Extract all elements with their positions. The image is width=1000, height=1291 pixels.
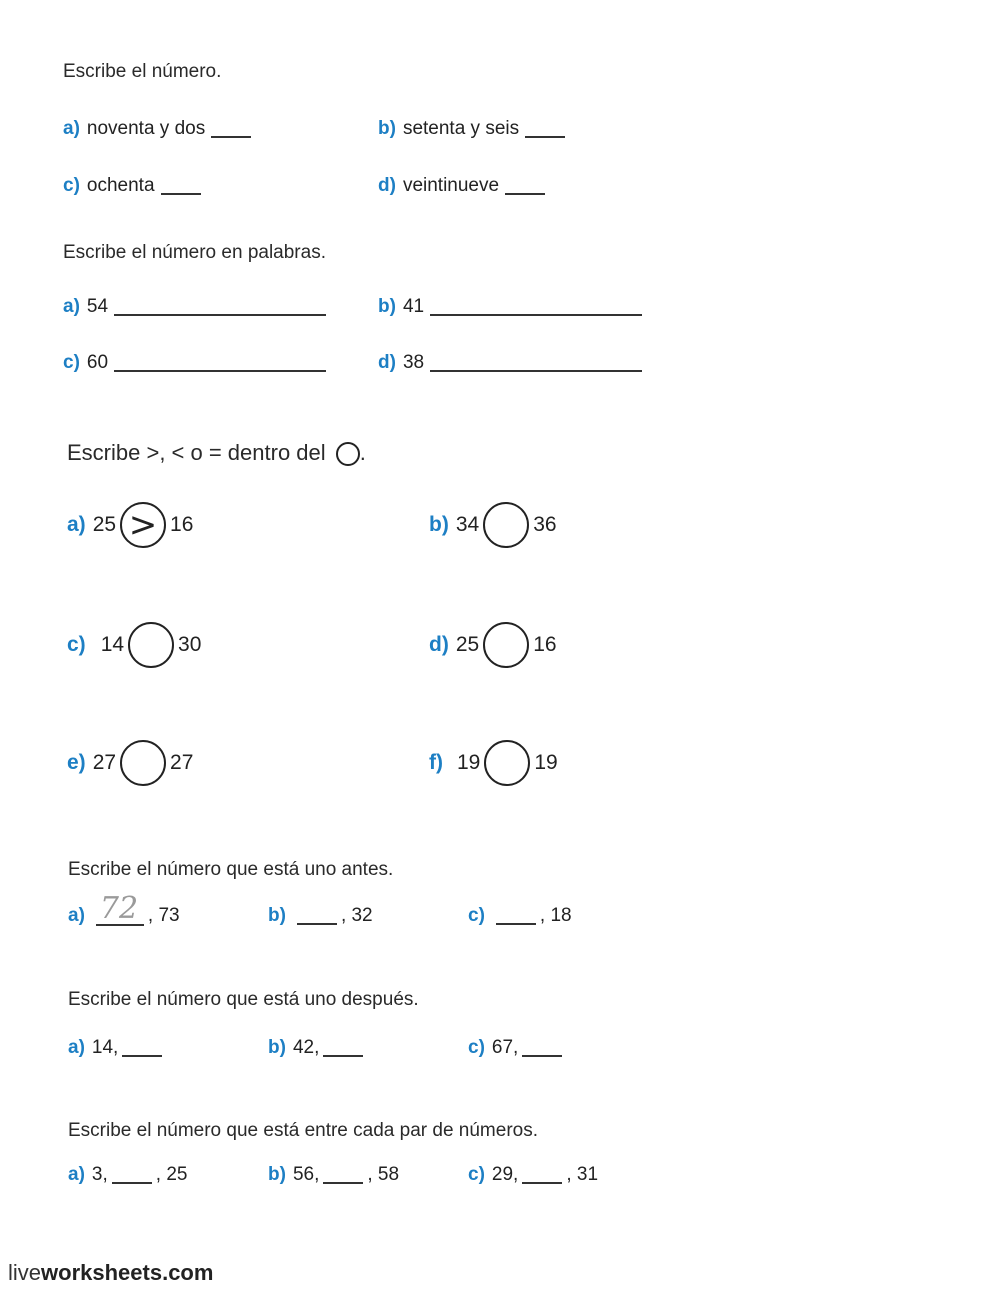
s3-item-e — [67, 740, 193, 786]
item-label: a) — [68, 1037, 85, 1058]
right-number: 19 — [534, 751, 558, 774]
liveworksheets-logo — [8, 1260, 213, 1286]
item-label: a) — [68, 1164, 85, 1185]
item-number: 42, — [292, 1037, 320, 1058]
compare-circle[interactable] — [484, 740, 530, 786]
item-number: 54 — [86, 296, 109, 317]
item-label: d) — [378, 175, 396, 196]
compare-circle[interactable] — [483, 502, 529, 548]
circle-icon — [336, 442, 360, 466]
item-number: 29, — [491, 1164, 519, 1185]
item-number: , 73 — [147, 905, 180, 926]
item-number: , 58 — [367, 1164, 400, 1185]
item-label: a) — [63, 296, 80, 317]
item-text: veintinueve — [402, 175, 500, 196]
answer-blank[interactable] — [323, 1039, 363, 1057]
item-label: b) — [268, 1164, 286, 1185]
item-label: d) — [378, 352, 396, 373]
left-number: 19 — [457, 751, 481, 774]
item-label: a) — [68, 905, 85, 926]
item-number: 41 — [402, 296, 425, 317]
s3-item-c — [67, 622, 201, 668]
right-number: 16 — [533, 633, 557, 656]
item-number: , 31 — [566, 1164, 599, 1185]
compare-circle[interactable] — [483, 622, 529, 668]
compare-circle[interactable] — [120, 502, 166, 548]
s4-item-c — [468, 905, 572, 927]
item-label: c) — [63, 352, 80, 373]
right-number: 27 — [170, 751, 194, 774]
left-number: 25 — [92, 513, 117, 536]
item-label: b) — [268, 1037, 286, 1058]
instruction-compare — [67, 440, 366, 466]
s1-item-a — [63, 118, 251, 140]
s3-item-d — [429, 622, 557, 668]
right-number: 36 — [533, 513, 557, 536]
s5-item-b — [268, 1037, 367, 1059]
logo-worksheets: worksheets — [41, 1260, 163, 1285]
item-label: f) — [429, 751, 443, 774]
s2-item-b — [378, 296, 642, 318]
instruction-one-before: Escribe el número que está uno antes. — [68, 859, 394, 880]
item-number: 38 — [402, 352, 425, 373]
instruction-write-words: Escribe el número en palabras. — [63, 242, 326, 263]
item-label: e) — [67, 751, 86, 774]
answer-blank[interactable] — [522, 1039, 562, 1057]
item-number: , 32 — [340, 905, 373, 926]
item-label: c) — [468, 1037, 485, 1058]
s1-item-d — [378, 175, 545, 197]
answer-blank[interactable] — [496, 907, 536, 925]
item-label: b) — [378, 118, 396, 139]
item-number: 56, — [292, 1164, 320, 1185]
item-text: setenta y seis — [402, 118, 520, 139]
s6-item-c — [468, 1164, 598, 1186]
answer-blank[interactable] — [505, 177, 545, 195]
instruction-one-after: Escribe el número que está uno después. — [68, 989, 419, 1010]
s6-item-b — [268, 1164, 399, 1186]
compare-answer: > — [128, 505, 158, 545]
item-label: c) — [67, 633, 86, 656]
item-number: 60 — [86, 352, 109, 373]
s3-item-b — [429, 502, 557, 548]
s6-item-a — [68, 1164, 187, 1186]
answer-blank[interactable] — [297, 907, 337, 925]
item-label: a) — [63, 118, 80, 139]
left-number: 14 — [100, 633, 125, 656]
item-label: b) — [268, 905, 286, 926]
s5-item-a — [68, 1037, 166, 1059]
item-label: b) — [378, 296, 396, 317]
s2-item-d — [378, 352, 642, 374]
item-number: 3, — [91, 1164, 108, 1185]
instruction-write-number: Escribe el número. — [63, 61, 222, 82]
item-label: b) — [429, 513, 449, 536]
item-label: c) — [468, 1164, 485, 1185]
handwritten-answer: 72 — [99, 891, 139, 926]
answer-blank[interactable] — [96, 891, 144, 926]
right-number: 16 — [170, 513, 194, 536]
item-text: ochenta — [86, 175, 155, 196]
answer-blank[interactable] — [525, 120, 565, 138]
s2-item-a — [63, 296, 326, 318]
s3-item-a — [67, 502, 193, 548]
answer-blank[interactable] — [114, 298, 326, 316]
compare-circle[interactable] — [128, 622, 174, 668]
answer-blank[interactable] — [430, 298, 642, 316]
right-number: 30 — [178, 633, 202, 656]
s1-item-c — [63, 175, 201, 197]
s4-item-a — [68, 891, 180, 927]
instruction-compare-period: . — [359, 440, 366, 465]
answer-blank[interactable] — [430, 354, 642, 372]
instruction-between: Escribe el número que está entre cada par de números. — [68, 1120, 538, 1141]
item-number: 14, — [91, 1037, 119, 1058]
item-number: , 18 — [539, 905, 572, 926]
s3-item-f — [429, 740, 558, 786]
compare-circle[interactable] — [120, 740, 166, 786]
left-number: 27 — [92, 751, 117, 774]
logo-com: .com — [162, 1260, 214, 1285]
item-number: , 25 — [155, 1164, 188, 1185]
answer-blank[interactable] — [211, 120, 251, 138]
s5-item-c — [468, 1037, 566, 1059]
left-number: 34 — [455, 513, 480, 536]
s1-item-b — [378, 118, 565, 140]
item-text: noventa y dos — [86, 118, 206, 139]
s4-item-b — [268, 905, 373, 927]
answer-blank[interactable] — [161, 177, 201, 195]
logo-live: live — [8, 1260, 42, 1285]
item-label: d) — [429, 633, 449, 656]
answer-blank[interactable] — [522, 1166, 562, 1184]
left-number: 25 — [455, 633, 480, 656]
answer-blank[interactable] — [114, 354, 326, 372]
answer-blank[interactable] — [112, 1166, 152, 1184]
item-label: c) — [63, 175, 80, 196]
item-number: 67, — [491, 1037, 519, 1058]
answer-blank[interactable] — [323, 1166, 363, 1184]
item-label: c) — [468, 905, 485, 926]
answer-blank[interactable] — [122, 1039, 162, 1057]
item-label: a) — [67, 513, 86, 536]
instruction-compare-text: Escribe >, < o = dentro del — [67, 440, 326, 465]
s2-item-c — [63, 352, 326, 374]
